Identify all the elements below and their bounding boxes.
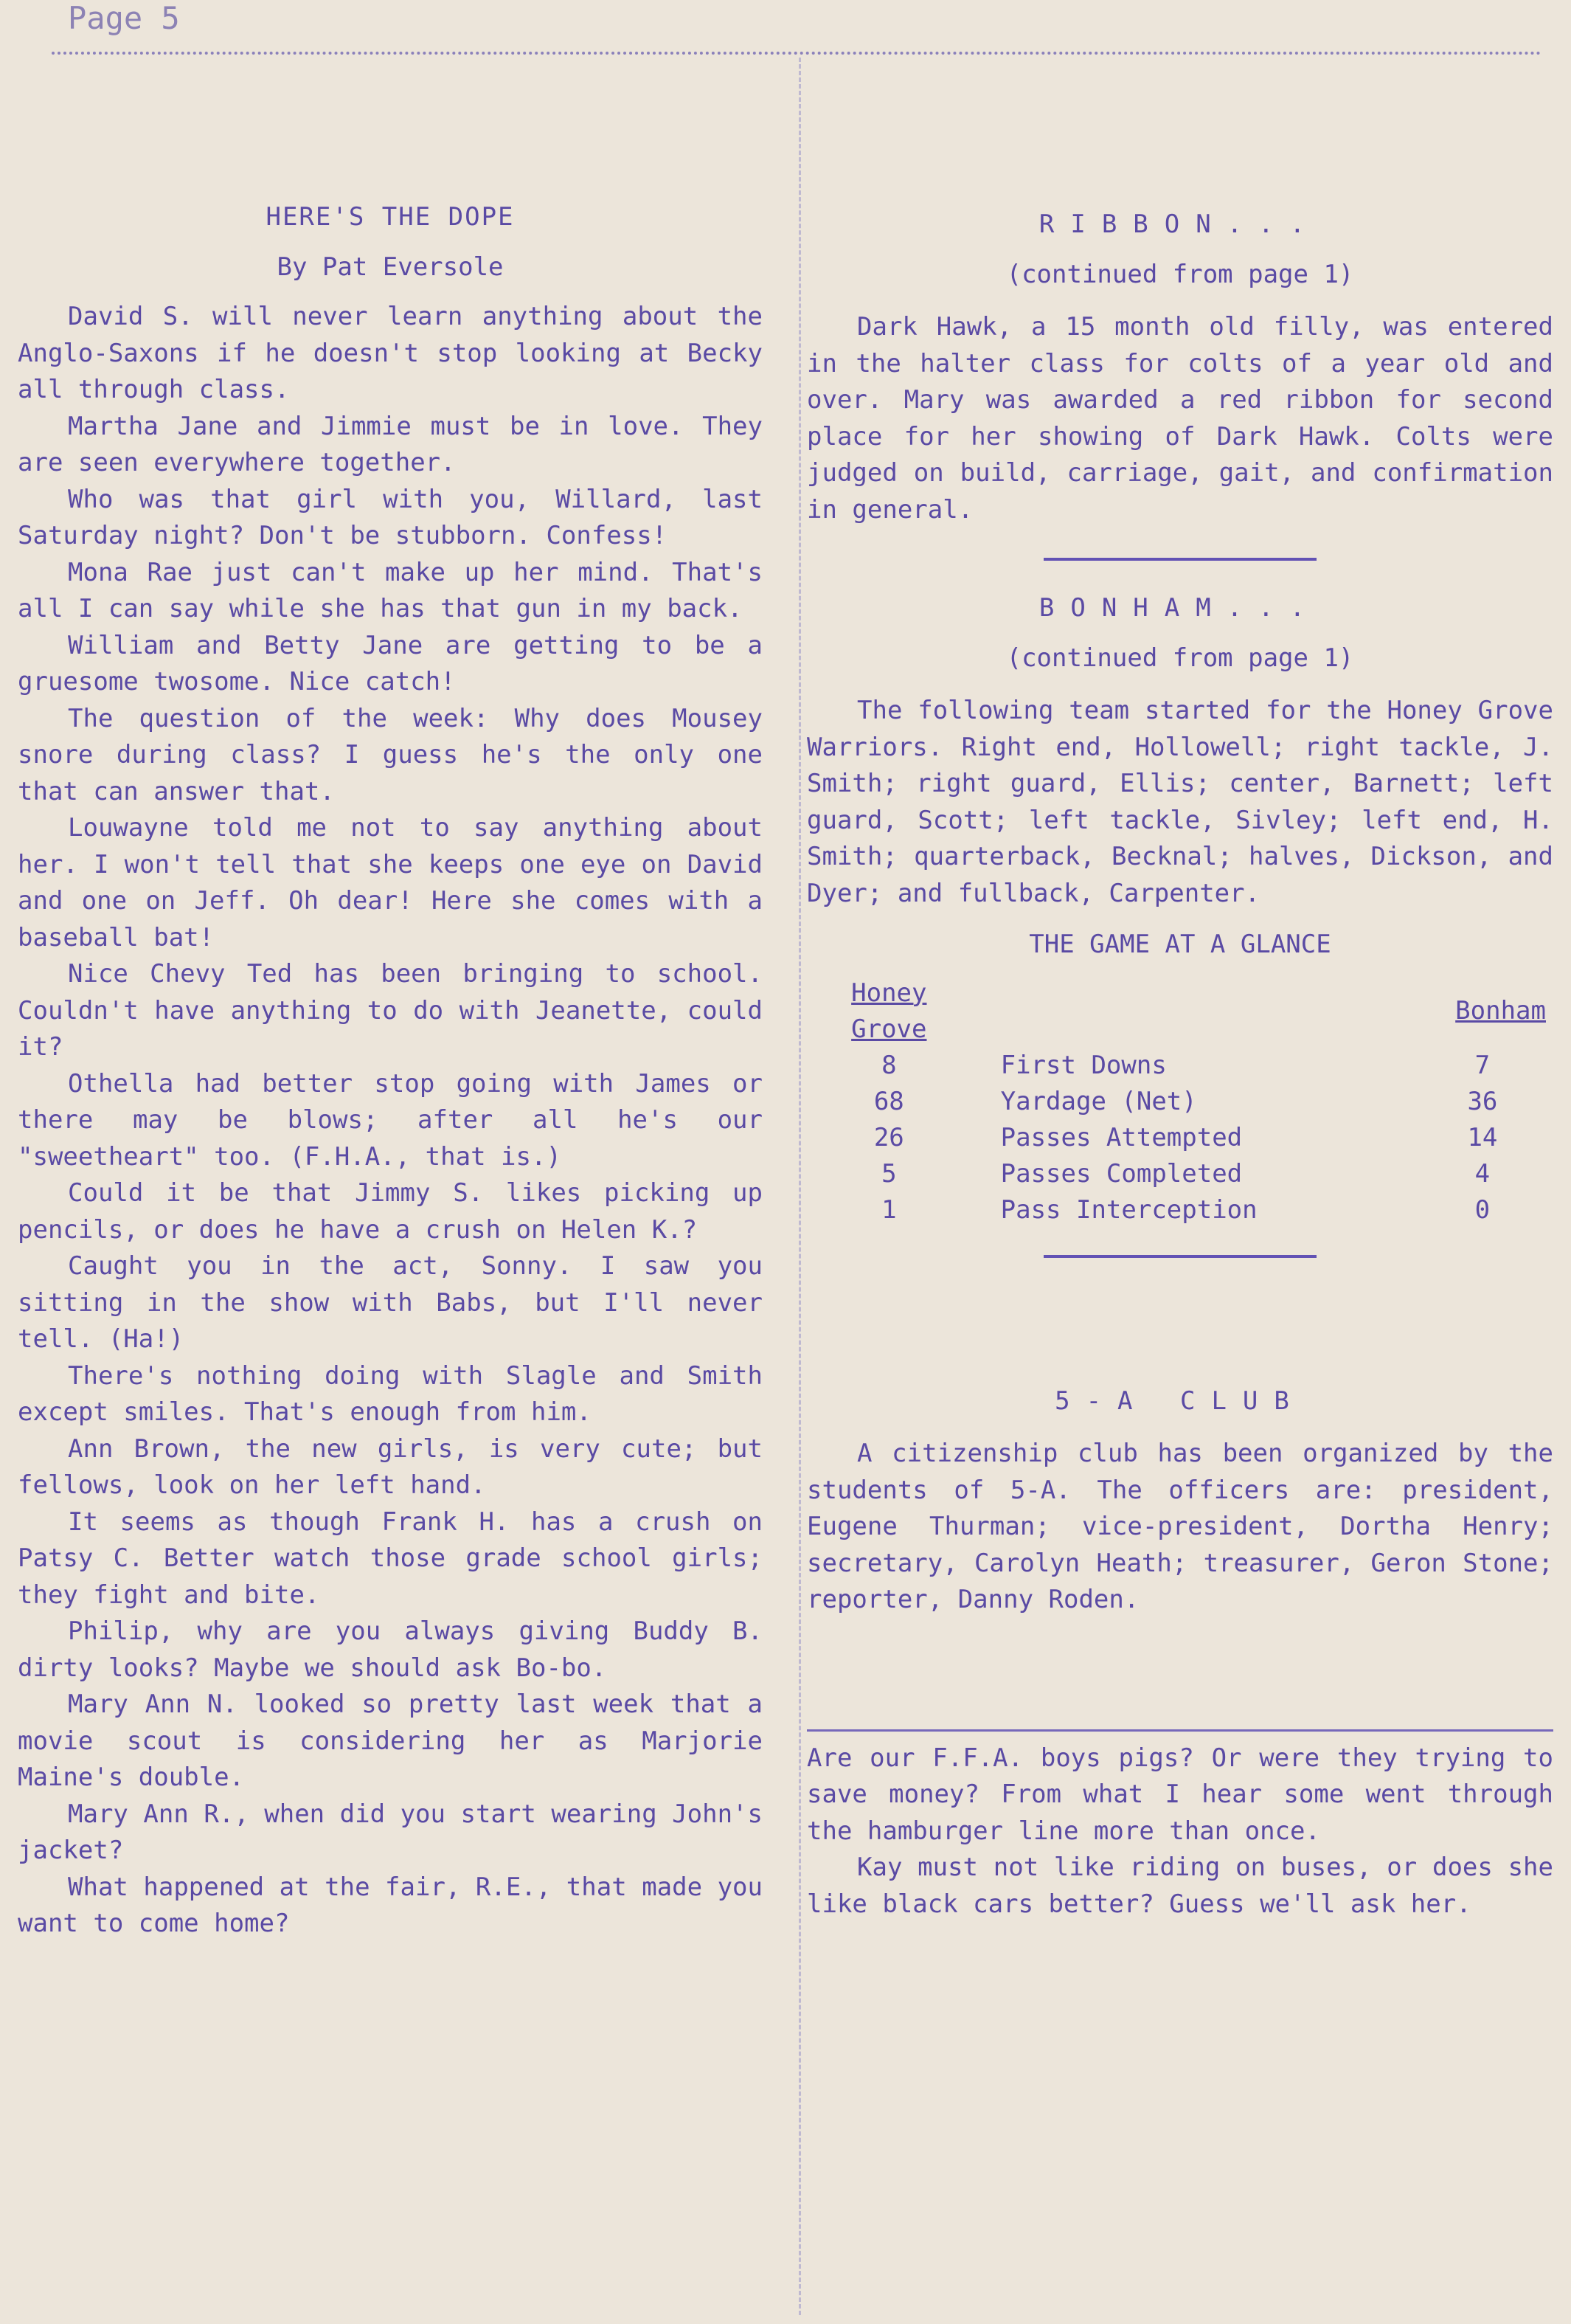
- gossip-paragraph: Caught you in the act, Sonny. I saw you sitting in the show with Babs, but I'll never tell. (Ha!): [18, 1251, 763, 1354]
- bonham-value: 14: [1467, 1122, 1498, 1152]
- gossip-paragraph: David S. will never learn anything about the Anglo-Saxons if he doesn't stop looking at Becky all through class.: [18, 302, 763, 404]
- bonham-value: 36: [1467, 1086, 1498, 1116]
- gossip-paragraph: Mary Ann R., when did you start wearing John's jacket?: [18, 1799, 763, 1865]
- table-row: [807, 1084, 1553, 1120]
- right-column: [807, 207, 1553, 1923]
- col-header-bonham: Bonham: [1455, 996, 1546, 1026]
- bonham-value: 0: [1474, 1194, 1491, 1225]
- note-paragraph: Are our F.F.A. boys pigs? Or were they trying to save money? From what I hear some went through the hamburger line more than once.: [807, 1743, 1553, 1846]
- ribbon-headline: RIBBON...: [1038, 210, 1322, 239]
- gossip-paragraph: Othella had better stop going with James or there may be blows; after all he's our "sweetheart" too. (F.H.A., that is.): [18, 1068, 763, 1172]
- stat-name: First Downs: [1000, 1050, 1167, 1080]
- table-header-row: [807, 975, 1553, 1048]
- ribbon-continued: (continued from page 1): [1006, 259, 1354, 289]
- table-row: [807, 1048, 1553, 1084]
- hg-value: 68: [873, 1086, 904, 1116]
- notes-block: [807, 1740, 1553, 1923]
- bonham-value: 4: [1474, 1158, 1491, 1189]
- top-dotted-rule: [52, 52, 1541, 55]
- hg-value: 1: [881, 1194, 897, 1225]
- gossip-byline: By Pat Eversole: [277, 252, 504, 282]
- gossip-paragraph: Who was that girl with you, Willard, last Saturday night? Don't be stubborn. Confess!: [18, 484, 763, 550]
- bonham-headline: BONHAM...: [1038, 593, 1322, 623]
- bonham-value: 7: [1474, 1050, 1491, 1080]
- stat-name: Passes Attempted: [1000, 1122, 1243, 1152]
- gossip-paragraph: Mary Ann N. looked so pretty last week that a movie scout is considering her as Marjorie Maine's double.: [18, 1690, 763, 1792]
- col-header-honey-grove: Honey Grove: [851, 978, 927, 1044]
- gossip-paragraph: Philip, why are you always giving Buddy B. dirty looks? Maybe we should ask Bo-bo.: [18, 1616, 763, 1683]
- table-row: [807, 1120, 1553, 1156]
- stat-name: Yardage (Net): [1000, 1086, 1197, 1116]
- page-number: Page 5: [68, 0, 180, 36]
- left-column: [18, 199, 763, 1943]
- gossip-paragraph: What happened at the fair, R.E., that made you want to come home?: [18, 1872, 763, 1938]
- gossip-paragraph: Martha Jane and Jimmie must be in love. They are seen everywhere together.: [18, 411, 763, 477]
- gossip-paragraph: It seems as though Frank H. has a crush on Patsy C. Better watch those grade school girls; they fight and bite.: [18, 1507, 763, 1610]
- gossip-paragraph: Ann Brown, the new girls, is very cute; but fellows, look on her left hand.: [18, 1434, 763, 1500]
- stat-name: Passes Completed: [1000, 1158, 1243, 1189]
- gossip-paragraph: Could it be that Jimmy S. likes picking up pencils, or does he have a crush on Helen K.?: [18, 1178, 763, 1245]
- gossip-headline: HERE'S THE DOPE: [266, 202, 515, 232]
- section-rule: [1044, 1255, 1317, 1258]
- club-text: A citizenship club has been organized by the students of 5-A. The officers are: president, Eugene Thurman; vice-president, Dortha Henry; secretary, Carolyn Heath; treasurer, Geron Stone; reporter, Danny Roden.: [807, 1439, 1553, 1614]
- gossip-paragraph: Nice Chevy Ted has been bringing to school. Couldn't have anything to do with Jeanette, could it?: [18, 959, 763, 1062]
- column-divider: [799, 58, 801, 2315]
- table-row: [807, 1156, 1553, 1192]
- glance-title: THE GAME AT A GLANCE: [1029, 930, 1331, 959]
- game-stats-table: [807, 975, 1553, 1228]
- gossip-paragraph: Mona Rae just can't make up her mind. That's all I can say while she has that gun in my back.: [18, 557, 763, 623]
- gossip-paragraph: William and Betty Jane are getting to be a gruesome twosome. Nice catch!: [18, 630, 763, 696]
- hg-value: 26: [873, 1122, 904, 1152]
- gossip-paragraph: There's nothing doing with Slagle and Smith except smiles. That's enough from him.: [18, 1360, 763, 1427]
- ribbon-text: Dark Hawk, a 15 month old filly, was entered in the halter class for colts of a year old and over. Mary was awarded a red ribbon for second place for her showing of Dark Hawk. Colts were judged on build, carriage, gait, and confirmation in general.: [807, 312, 1553, 525]
- bonham-text: The following team started for the Honey Grove Warriors. Right end, Hollowell; right tackle, J. Smith; right guard, Ellis; center, Barnett; left guard, Scott; left tackle, Sivley; left end, H. Smith; quarterback, Becknal; halves, Dickson, and Dyer; and fullback, Carpenter.: [807, 696, 1553, 908]
- col-header-blank: [971, 975, 1419, 1048]
- note-paragraph: Kay must not like riding on buses, or does she like black cars better? Guess we'll ask her.: [807, 1853, 1553, 1919]
- hg-value: 8: [881, 1050, 897, 1080]
- table-row: [807, 1192, 1553, 1228]
- section-rule: [1044, 558, 1317, 561]
- bonham-continued: (continued from page 1): [1006, 643, 1354, 673]
- club-headline: 5-A CLUB: [1055, 1386, 1305, 1416]
- stat-name: Pass Interception: [1000, 1194, 1258, 1225]
- gossip-paragraph: The question of the week: Why does Mousey snore during class? I guess he's the only one that can answer that.: [18, 703, 763, 806]
- hg-value: 5: [881, 1158, 897, 1189]
- gossip-paragraph: Louwayne told me not to say anything about her. I won't tell that she keeps one eye on David and one on Jeff. Oh dear! Here she comes with a baseball bat!: [18, 813, 763, 952]
- note-rule: [807, 1729, 1553, 1732]
